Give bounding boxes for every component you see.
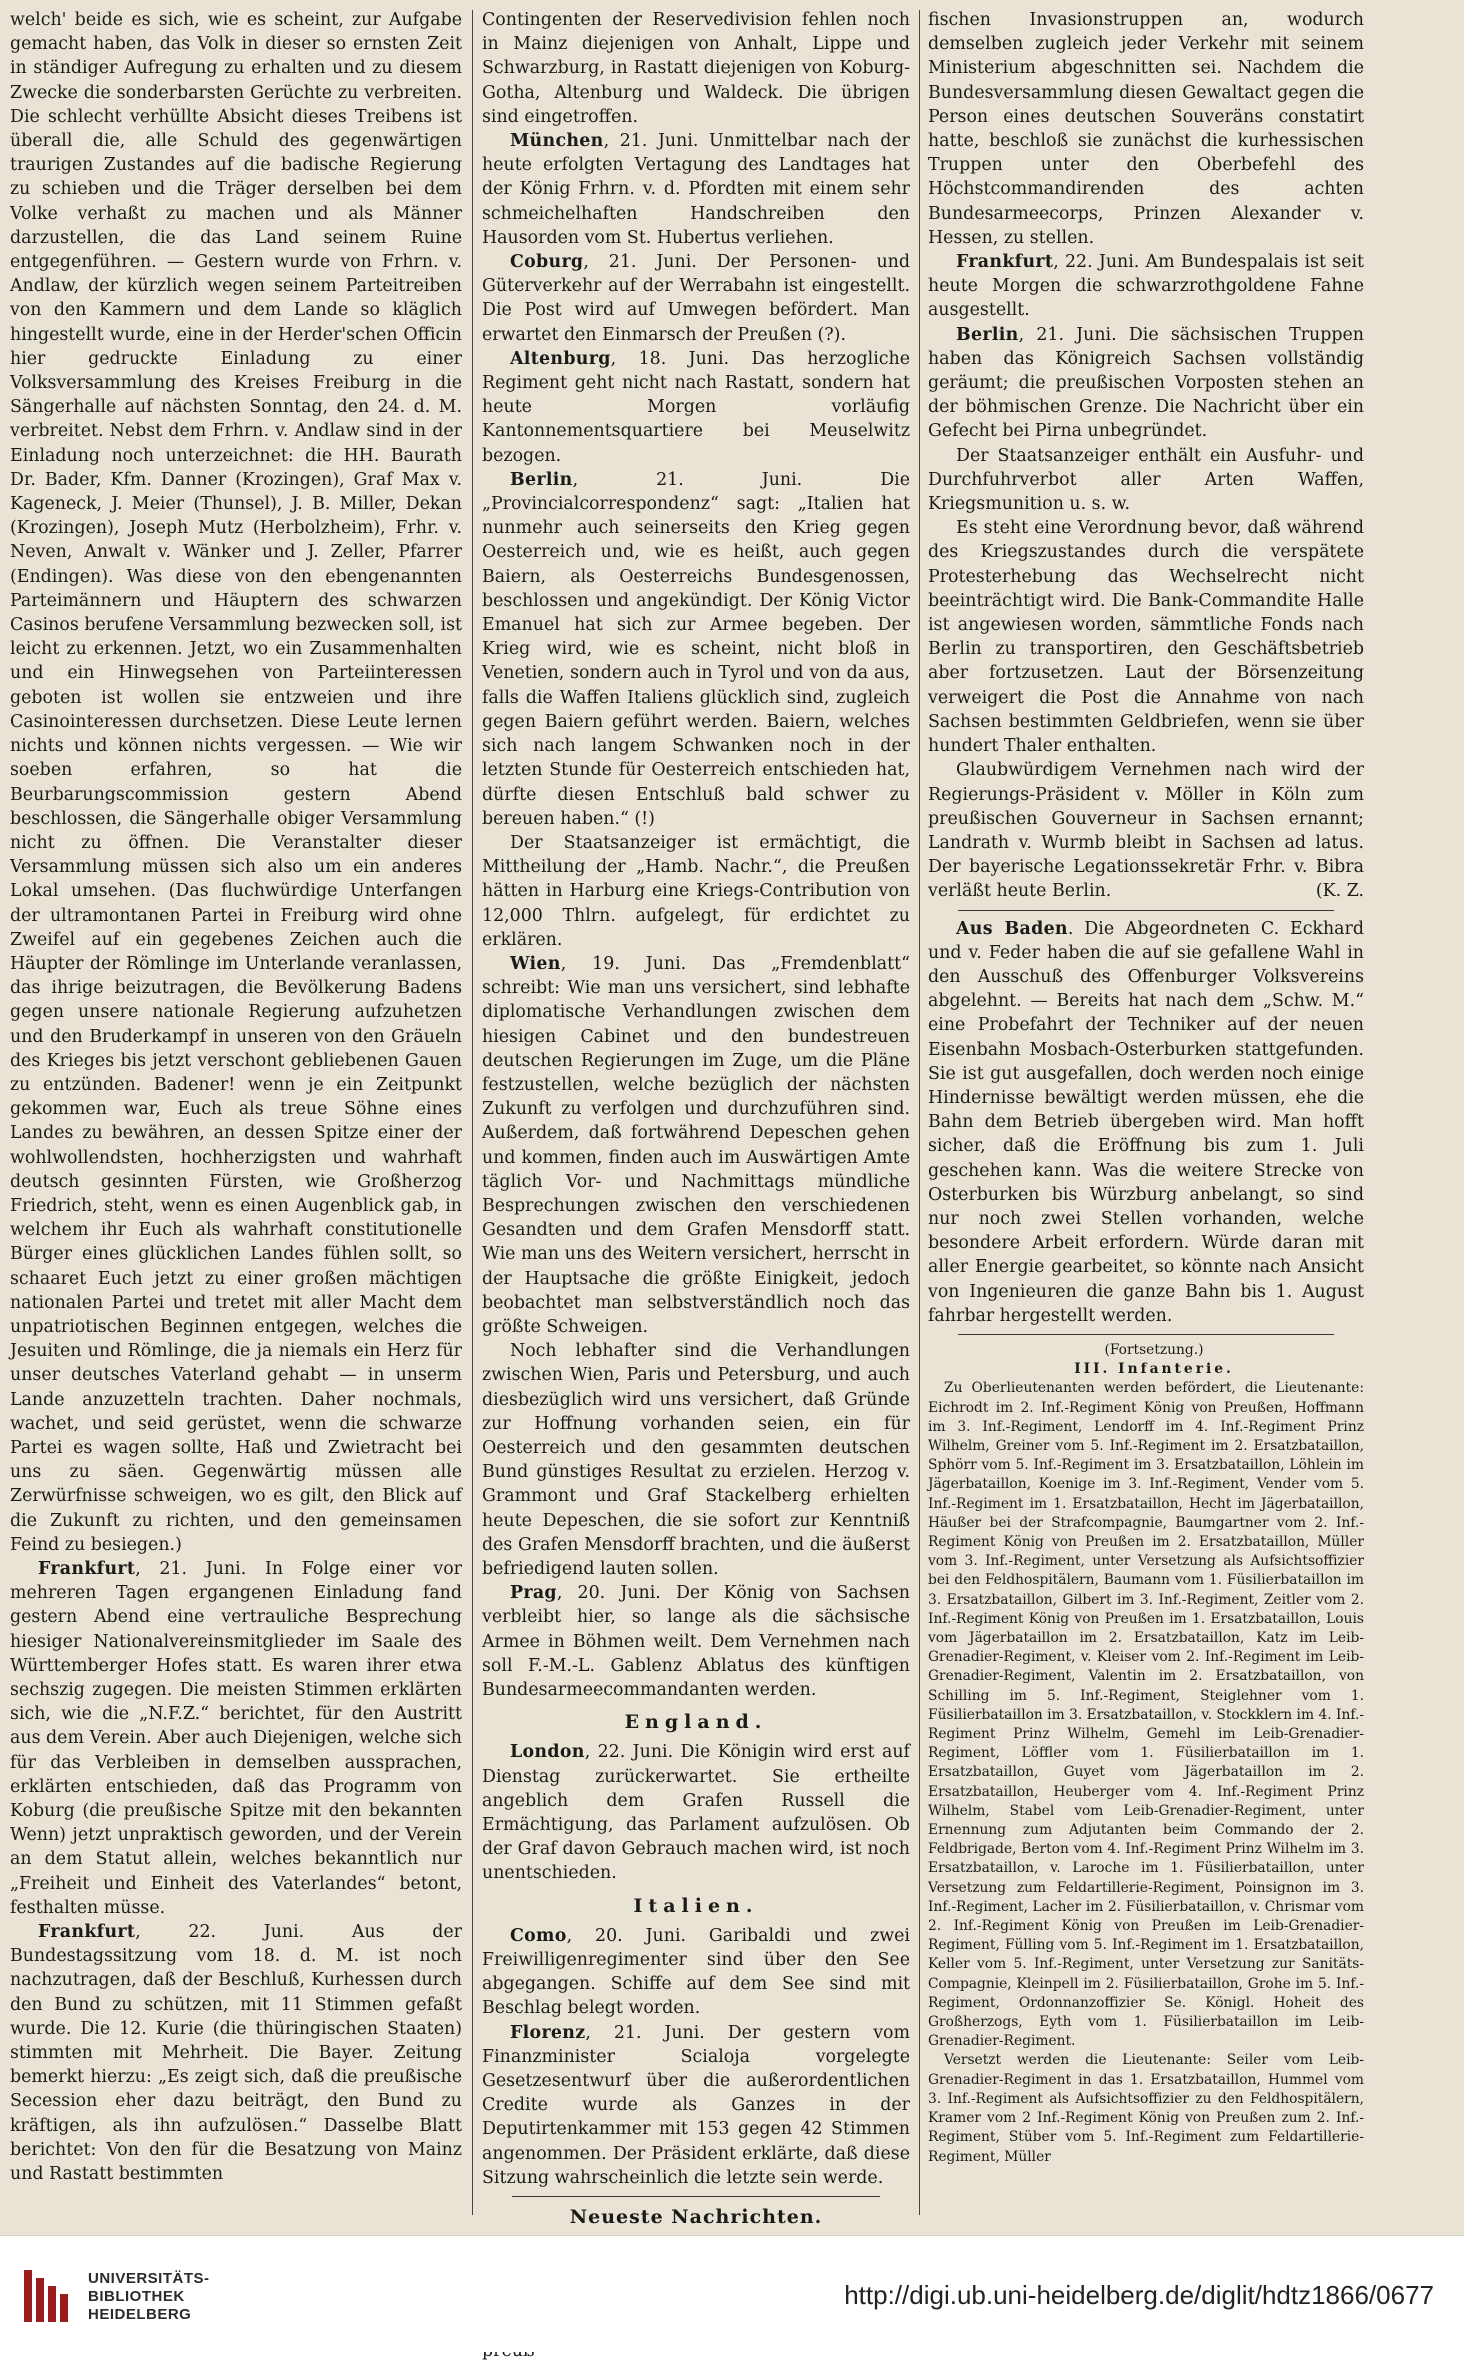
- article-body: , 21. Juni. Der gestern vom Finanzminister Scialoja vorgelegte Gesetzesentwurf über die außerordentlichen Credite wurde als Ganzes in der Deputirtenkammer mit 153 gegen 42 Stimmen angenommen. Der Präsident erklärte, daß diese Sitzung wahrscheinlich die letzte sein werde.: [482, 2022, 910, 2188]
- article-body: . Die Abgeordneten C. Eckhard und v. Feder haben die auf sie gefallene Wahl in den Ausschuß des Offenburger Volksvereins abgelehnt. — Bereits hat nach dem „Schw. M.“ eine Probefahrt der Techniker auf der neuen Eisenbahn Mosbach-Osterburken stattgefunden. Sie ist gut ausgefallen, doch werden noch einige Hindernisse bewältigt werden müssen, ehe die Bahn dem Betrieb übergeben wird. Man hofft sicher, daß die Eröffnung bis zum 1. Juli geschehen kann. Was die weitere Strecke von Osterburken bis Würzburg anbelangt, so sind nur noch zwei Stellen vorhanden, welche besondere Arbeit erfordern. Würde daran mit aller Energie gearbeitet, so könnte nach Ansicht von Ingenieuren die ganze Bahn bis 1. August fahrbar hergestellt werden.: [928, 918, 1364, 1326]
- column-rule-right: [919, 10, 920, 2215]
- dateline: Aus Baden: [956, 918, 1068, 939]
- dateline: Frankfurt: [956, 252, 1054, 273]
- dateline: Coburg: [510, 252, 584, 273]
- article-wien: [482, 952, 910, 1339]
- section-divider: [958, 1334, 1334, 1335]
- article-body: , 18. Juni. Das herzogliche Regiment geht nicht nach Rastatt, sondern hat heute Morgen vorläufig Kantonnementsquartiere bei Meuselwitz bezogen.: [482, 348, 910, 466]
- dateline: London: [510, 1742, 585, 1763]
- university-library-logo-icon: [20, 2266, 72, 2326]
- section-heading-italien: Italien.: [633, 1894, 759, 1917]
- article-baden-report: welch' beide es sich, wie es scheint, zur Aufgabe gemacht haben, das Volk in dieser so ernsten Zeit in ständiger Aufregung zu erhalten und zu diesem Zwecke die sonderbarsten Gerüchte zu verbreiten. Die schlecht verhüllte Absicht dieses Treibens ist überall die, alle Schuld des gegenwärtigen traurigen Zustandes auf die badische Regierung zu schieben und die Träger derselben bei dem Volke verhaßt zu machen und als Männer darzustellen, die das Land seinem Ruine entgegenführen. — Gestern wurde von Frhrn. v. Andlaw, der kürzlich wegen seinem Parteitreiben von den Kammern und dem Lande so kläglich hingestellt wurde, eine in der Herder'schen Officin hier gedruckte Einladung zu einer Volksversammlung des Kreises Freiburg in die Sängerhalle auf nächsten Sonntag, den 24. d. M. verbreitet. Nebst dem Frhrn. v. Andlaw sind in der Einladung noch unterzeichnet: die HH. Baurath Dr. Bader, Kfm. Danner (Krozingen), Graf Max v. Kageneck, J. Meier (Thunsel), J. B. Miller, Dekan (Krozingen), Joseph Mutz (Herbolzheim), Frhr. v. Neven, Anwalt v. Wänker und J. Zeller, Pfarrer (Endingen). Was diese von den ebengenannten Parteimännern und Häuptern des schwarzen Casinos berufene Versammlung bezwecken soll, ist leicht zu erkennen. Jetzt, wo ein Zusammenhalten und ein Hinwegsehen von Parteiinteressen geboten ist wollen sie entzweien und ihre Casinointeressen durchsetzen. Diese Leute lernen nichts und können nichts vergessen. — Wie wir soeben erfahren, so hat die Beurbarungscommission gestern Abend beschlossen, die Sängerhalle obiger Versammlung nicht zu öffnen. Die Veranstalter dieser Versammlung müssen sich also um ein anderes Lokal umsehen. (Das fluchwürdige Unterfangen der ultramontanen Partei in Freiburg wird ohne Zweifel auf ein gegebenes Zeichen auch die Häupter der Römlinge im Unterlande veranlassen, das ihrige beizutragen, die Bevölkerung Badens gegen unsere nationale Regierung aufzuhetzen und den Bruderkampf in unseren von den Gräueln des Krieges bis jetzt verschont gebliebenen Gauen zu entzünden. Badener! wenn je ein Zeitpunkt gekommen war, Euch als treue Söhne eines Landes zu bewähren, an dessen Spitze einer der wohlwollendsten, hochherzigsten und wahrhaft deutsch gesinnten Fürsten, wie Großherzog Friedrich, steht, wenn es einen Augenblick gab, in welchem ihr Euch als wahrhaft constitutionelle Bürger eines glücklichen Landes fühlen sollt, so schaaret Euch jetzt zu einer großen mächtigen nationalen Partei und tretet mit aller Macht dem unpatriotischen Beginnen entgegen, welches die Jesuiten und Römlinge, die ja niemals ein Herz für unser deutsches Vaterland gehabt — in unserm Lande anzuzetteln trachten. Daher nochmals, wachet, und seid gerüstet, wenn die schwarze Partei es wagen sollte, Haß und Zwietracht bei uns zu säen. Gegenwärtig müssen alle Zerwürfnisse schweigen, wo es gilt, den Blick auf die Zukunft zu richten, und den gemeinsamen Feind zu besiegen.): [10, 10, 462, 1555]
- dateline: München: [510, 131, 604, 152]
- article-altenburg: [482, 347, 910, 468]
- library-name-line: BIBLIOTHEK: [88, 2288, 185, 2305]
- section-divider: [512, 2196, 880, 2197]
- article-body: , 19. Juni. Das „Fremdenblatt“ schreibt: Wie man uns versichert, sind lebhafte diplomatische Verhandlungen zwischen dem hiesigen Cabinet und den bundestreuen deutschen Regierungen im Zuge, um die Pläne festzustellen, welche bezüglich der nächsten Zukunft zu verfolgen und durchzuführen sind. Außerdem, daß fortwährend Depeschen gehen und kommen, finden auch im Auswärtigen Amte täglich Vor- und Nachmittags mündliche Besprechungen zwischen den verschiedenen Gesandten und dem Grafen Mensdorff statt. Wie man uns des Weitern versichert, herrscht in der Hauptsache die größte Einigkeit, jedoch beobachtet man selbstverständlich noch das größte Schweigen.: [482, 953, 910, 1337]
- article-como: [482, 1924, 910, 2021]
- footer-bar: [0, 2235, 1464, 2352]
- column-rule-left: [472, 10, 473, 2215]
- library-name: [88, 2270, 210, 2324]
- dateline: Frankfurt: [38, 1922, 136, 1943]
- promotions-list: Zu Oberlieutenanten werden befördert, die Lieutenante: Eichrodt im 2. Inf.-Regiment König von Preußen, Hoffmann im 3. Inf.-Regiment, Lendorff im 4. Inf.-Regiment Prinz Wilhelm, Greiner vom 5. Inf.-Regiment im 2. Ersatzbataillon, Sphörr vom 5. Inf.-Regiment im 3. Ersatzbataillon, Löhlein im Jägerbataillon, Koenige im 3. Inf.-Regiment, Vender vom 5. Inf.-Regiment im 1. Ersatzbataillon, Hecht im Jägerbataillon, Häußer bei der Strafcompagnie, Baumgartner vom 2. Inf.-Regiment König von Preußen im 2. Ersatzbataillon, Müller vom 3. Inf.-Regiment, unter Versetzung als Aufsichtsoffizier bei den Feldhospitälern, Baumann vom 1. Füsilierbataillon im 3. Ersatzbataillon, Gilbert im 3. Inf.-Regiment, Zeitler vom 2. Inf.-Regiment König von Preußen im 1. Ersatzbataillon, Louis vom Jägerbataillon im 2. Ersatzbataillon, Katz im Leib-Grenadier-Regiment, v. Kleiser vom 2. Inf.-Regiment im Leib-Grenadier-Regiment, Valentin im 2. Ersatzbataillon, von Schilling im 5. Inf.-Regiment, Steiglehner vom 1. Füsilierbataillon im 3. Ersatzbataillon, v. Stockklern im 4. Inf.-Regiment Prinz Wilhelm, Gemehl im Leib-Grenadier-Regiment, Löffler vom 1. Füsilierbataillon im 1. Ersatzbataillon, Guyet vom Jägerbataillon im 2. Ersatzbataillon, Heuberger vom 4. Inf.-Regiment Prinz Wilhelm, Stabel vom Leib-Grenadier-Regiment, unter Ernennung zum Adjutanten beim Commando der 2. Feldbrigade, Berton vom 4. Inf.-Regiment Prinz Wilhelm im 3. Ersatzbataillon, v. Laroche im 1. Füsilierbataillon, unter Versetzung zum Feldartillerie-Regiment, Poinsignon im 3. Inf.-Regiment, Lacher im 2. Füsilierbataillon, v. Chrismar vom 2. Inf.-Regiment König von Preußen im Leib-Grenadier-Regiment, Fülling vom 5. Inf.-Regiment im 1. Ersatzbataillon, Keller vom 5. Inf.-Regiment, unter Versetzung zur Sanitäts-Compagnie, Kleinpell im 2. Füsilierbataillon, Grohe im 5. Inf.-Regiment, Ordonnanzoffizier Se. Königl. Hoheit des Großherzogs, Eyth vom 1. Füsilierbataillon im Leib-Grenadier-Regiment.: [928, 1380, 1364, 2050]
- article-ordinance: Es steht eine Verordnung bevor, daß während des Kriegszustandes durch die verspätete Protesterhebung das Wechselrecht nicht beeinträchtigt wird. Die Bank-Commandite Halle ist angewiesen worden, sämmtliche Fonds nach Berlin zu transportiren, den Geschäftsbetrieb aber fortzusetzen. Laut der Börsenzeitung verweigert die Post die Annahme von nach Sachsen bestimmten Geldbriefen, wenn sie über hundert Thaler enthalten.: [928, 518, 1364, 757]
- article-body: Glaubwürdigem Vernehmen nach wird der Regierungs-Präsident v. Möller in Köln zum preußischen Gouverneur in Sachsen ernannt; Landrath v. Wurmb bleibt in Sachsen ad latus. Der bayerische Legationssekretär Frhr. v. Bibra verläßt heute Berlin.: [928, 760, 1364, 902]
- article-continuation: Contingenten der Reservedivision fehlen noch in Mainz diejenigen von Anhalt, Lippe und Schwarzburg, in Rastatt diejenigen von Koburg-Gotha, Altenburg und Waldeck. Die übrigen sind eingetroffen.: [482, 10, 910, 127]
- section-divider: [958, 910, 1334, 911]
- article-body: , 22. Juni. Am Bundespalais ist seit heute Morgen die schwarzrothgoldene Fahne ausgestellt.: [928, 252, 1364, 321]
- column-2: [482, 8, 910, 2229]
- dateline: Wien: [510, 953, 561, 974]
- section-heading-neueste: Neueste Nachrichten.: [569, 2206, 823, 2229]
- article-frankfurt-flag: [928, 250, 1364, 323]
- article-muenchen: [482, 129, 910, 250]
- source-signature: (K. Z.: [1315, 881, 1364, 902]
- article-body: , 21. Juni. Die sächsischen Truppen haben das Königreich Sachsen vollständig geräumt; die preußischen Vorposten stehen an der böhmischen Grenze. Die Nachricht über ein Gefecht bei Pirna unbegründet.: [928, 324, 1364, 442]
- column-1: [10, 8, 462, 2218]
- article-governor: [928, 758, 1364, 903]
- article-aus-baden: [928, 917, 1364, 1328]
- dateline: Como: [510, 1925, 567, 1946]
- dateline: Berlin: [956, 324, 1019, 345]
- dateline: Berlin: [510, 469, 573, 490]
- article-london: [482, 1740, 910, 1885]
- article-florenz: [482, 2021, 910, 2190]
- section-heading-england: England.: [624, 1711, 768, 1734]
- dateline: Prag: [510, 1583, 557, 1604]
- military-promotions: [928, 1341, 1364, 2167]
- article-staatsanzeiger: Der Staatsanzeiger ist ermächtigt, die Mittheilung der „Hamb. Nachr.“, die Preußen hätten in Harburg eine Kriegs-Contribution von 12,000 Thlrn. aufgelegt, für erdichtet zu erklären.: [482, 832, 910, 950]
- continuation-note: (Fortsetzung.): [1104, 1341, 1204, 1358]
- article-continuation: fischen Invasionstruppen an, wodurch demselben zugleich jeder Verkehr mit seinem Ministerium abgeschnitten sei. Nachdem die Bundesversammlung diesen Gewaltact gegen die Person eines deutschen Souveräns constatirt hatte, beschloß sie zunächst die kurhessischen Truppen unter den Oberbefehl des Höchstcommandirenden des achten Bundesarmeecorps, Prinzen Alexander v. Hessen, zu stellen.: [928, 10, 1364, 248]
- article-export-ban: Der Staatsanzeiger enthält ein Ausfuhr- und Durchfuhrverbot aller Arten Waffen, Kriegsmunition u. s. w.: [928, 445, 1364, 515]
- article-body: , 21. Juni. Die „Provincialcorrespondenz“ sagt: „Italien hat nunmehr auch seinerseits den Krieg gegen Oesterreich und, wie es heißt, auch gegen Baiern, als Oesterreichs Bundesgenossen, beschlossen und angekündigt. Der König Victor Emanuel hat sich zur Armee begeben. Der Krieg wird, wie es scheint, nicht bloß in Venetien, sondern auch in Tyrol und von da aus, falls die Waffen Italiens glücklich sind, zugleich gegen Baiern geführt werden. Baiern, welches sich nach langem Schwanken noch in der letzten Stunde für Oesterreich entschieden hat, dürfte diesen Entschluß bald schwer zu bereuen haben.“ (!): [482, 469, 910, 829]
- article-body: , 20. Juni. Der König von Sachsen verbleibt hier, so lange als die sächsische Armee in Böhmen weilt. Dem Vernehmen nach soll F.-M.-L. Gablenz Ablatus des künftigen Bundesarmeecommandanten werden.: [482, 1583, 910, 1701]
- article-frankfurt-22: [10, 1920, 462, 2186]
- article-frankfurt-21: [10, 1557, 462, 1920]
- article-prag: [482, 1581, 910, 1702]
- library-name-line: HEIDELBERG: [88, 2306, 192, 2323]
- article-coburg: [482, 250, 910, 347]
- library-name-line: UNIVERSITÄTS-: [88, 2270, 210, 2287]
- dateline: Florenz: [510, 2022, 586, 2043]
- dateline: Frankfurt: [38, 1559, 136, 1579]
- section-heading-infanterie: III. Infanterie.: [1074, 1361, 1234, 1378]
- column-3: [928, 8, 1364, 2218]
- article-berlin-saxony: [928, 323, 1364, 444]
- article-body: , 21. Juni. Der Personen- und Güterverkehr auf der Werrabahn ist eingestellt. Die Post wird auf Umwegen befördert. Man erwartet den Einmarsch der Preußen (?).: [482, 252, 910, 345]
- article-body: , 21. Juni. In Folge einer vor mehreren Tagen ergangenen Einladung fand gestern Abend eine vertrauliche Besprechung hiesiger Nationalvereinsmitglieder im Saale des Württemberger Hofes statt. Es waren ihrer etwa sechszig zugegen. Die meisten Stimmen erklärten sich, wie die „N.F.Z.“ berichtet, für den Austritt aus dem Verein. Aber auch Diejenigen, welche sich für das Verbleiben in demselben aussprachen, erklärten entschieden, daß das Programm von Koburg (die preußische Spitze mit den bekannten Wenn) jetzt unpraktisch geworden, und der Verein an dem Statut allein, welches bekanntlich nur „Freiheit und Einheit des Vaterlandes“ betont, festhalten müsse.: [10, 1559, 462, 1918]
- article-berlin: [482, 468, 910, 831]
- transfers-list: Versetzt werden die Lieutenante: Seiler vom Leib-Grenadier-Regiment in das 1. Ersatzbataillon, Hummel vom 3. Inf.-Regiment als Aufsichtsoffizier zu den Feldhospitälern, Kramer vom 2 Inf.-Regiment König von Preußen zum 2. Inf.-Regiment, Stüber vom 5. Inf.-Regiment zum Feldartillerie-Regiment, Müller: [928, 2052, 1364, 2165]
- dateline: Altenburg: [510, 348, 611, 369]
- article-negotiations: Noch lebhafter sind die Verhandlungen zwischen Wien, Paris und Petersburg, und auch diesbezüglich wird uns versichert, daß Gründe zur Hoffnung vorhanden seien, ein für Oesterreich und den gesammten deutschen Bund günstiges Resultat zu erzielen. Herzog v. Grammont und Graf Stackelberg erhielten heute Depeschen, die sie sofort zur Kenntniß des Grafen Mensdorff brachten, und die äußerst befriedigend lauten sollen.: [482, 1341, 910, 1579]
- article-body: , 22. Juni. Aus der Bundestagssitzung vom 18. d. M. ist noch nachzutragen, daß der Beschluß, Kurhessen durch den Bund zu schützen, mit 11 Stimmen gefaßt wurde. Die 12. Kurie (die thüringischen Staaten) stimmten mit Mehrheit. Die Bayer. Zeitung bemerkt hierzu: „Es zeigt sich, daß die preußische Secession eher dazu beiträgt, den Bund zu kräftigen, als ihn aufzulösen.“ Dasselbe Blatt berichtet: Von den für die Besatzung von Mainz und Rastatt bestimmten: [10, 1922, 462, 2185]
- article-body: , 20. Juni. Garibaldi und zwei Freiwilligenregimenter sind über den See abgegangen. Schiffe auf dem See sind mit Beschlag belegt worden.: [482, 1925, 910, 2019]
- article-body: , 22. Juni. Die Königin wird erst auf Dienstag zurückerwartet. Sie ertheilte angeblich dem Grafen Russell die Ermächtigung, das Parlament aufzulösen. Ob der Graf davon Gebrauch machen wird, ist noch unentschieden.: [482, 1742, 910, 1884]
- article-body: , 21. Juni. Unmittelbar nach der heute erfolgten Vertagung des Landtages hat der König Frhrn. v. d. Pfordten mit einem sehr schmeichelhaften Handschreiben den Hausorden vom St. Hubertus verliehen.: [482, 131, 910, 248]
- permalink-url[interactable]: http://digi.ub.uni-heidelberg.de/diglit/hdtz1866/0677: [844, 2280, 1434, 2310]
